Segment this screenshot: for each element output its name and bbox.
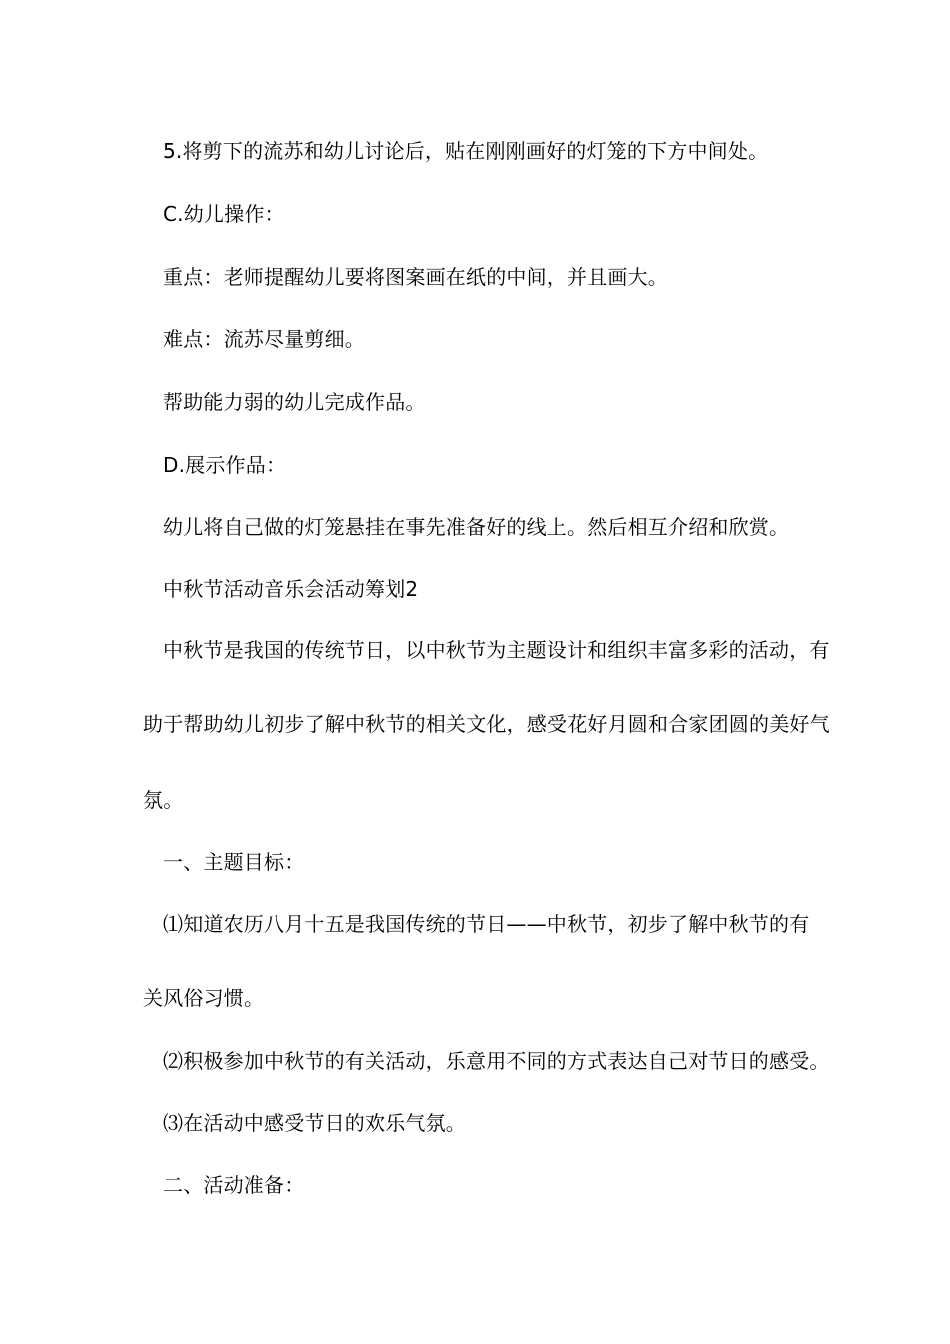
paragraph-display: 幼儿将自己做的灯笼悬挂在事先准备好的线上。然后相互介绍和欣赏。	[163, 515, 790, 539]
paragraph-intro-line-1: 中秋节是我国的传统节日，以中秋节为主题设计和组织丰富多彩的活动，有	[163, 638, 830, 662]
paragraph-heading-c: C.幼儿操作：	[163, 202, 285, 226]
goal-1-line-1: ⑴知道农历八月十五是我国传统的节日——中秋节，初步了解中秋节的有	[163, 912, 810, 936]
goal-1-line-2: 关风俗习惯。	[143, 986, 265, 1010]
paragraph-key-point: 重点：老师提醒幼儿要将图案画在纸的中间，并且画大。	[163, 265, 668, 289]
paragraph-intro-line-3: 氛。	[143, 788, 184, 812]
paragraph-intro-line-2: 助于帮助幼儿初步了解中秋节的相关文化，感受花好月圆和合家团圆的美好气	[143, 712, 830, 736]
paragraph-help: 帮助能力弱的幼儿完成作品。	[163, 390, 426, 414]
goal-2: ⑵积极参加中秋节的有关活动，乐意用不同的方式表达自己对节日的感受。	[163, 1049, 830, 1073]
goal-3: ⑶在活动中感受节日的欢乐气氛。	[163, 1111, 466, 1135]
paragraph-heading-d: D.展示作品：	[163, 453, 287, 477]
paragraph-difficulty: 难点：流苏尽量剪细。	[163, 327, 365, 351]
heading-activity-prep: 二、活动准备：	[163, 1173, 305, 1197]
section-title: 中秋节活动音乐会活动筹划2	[163, 577, 419, 601]
heading-theme-goals: 一、主题目标：	[163, 850, 305, 874]
paragraph-step-5: 5.将剪下的流苏和幼儿讨论后，贴在刚刚画好的灯笼的下方中间处。	[163, 139, 769, 163]
